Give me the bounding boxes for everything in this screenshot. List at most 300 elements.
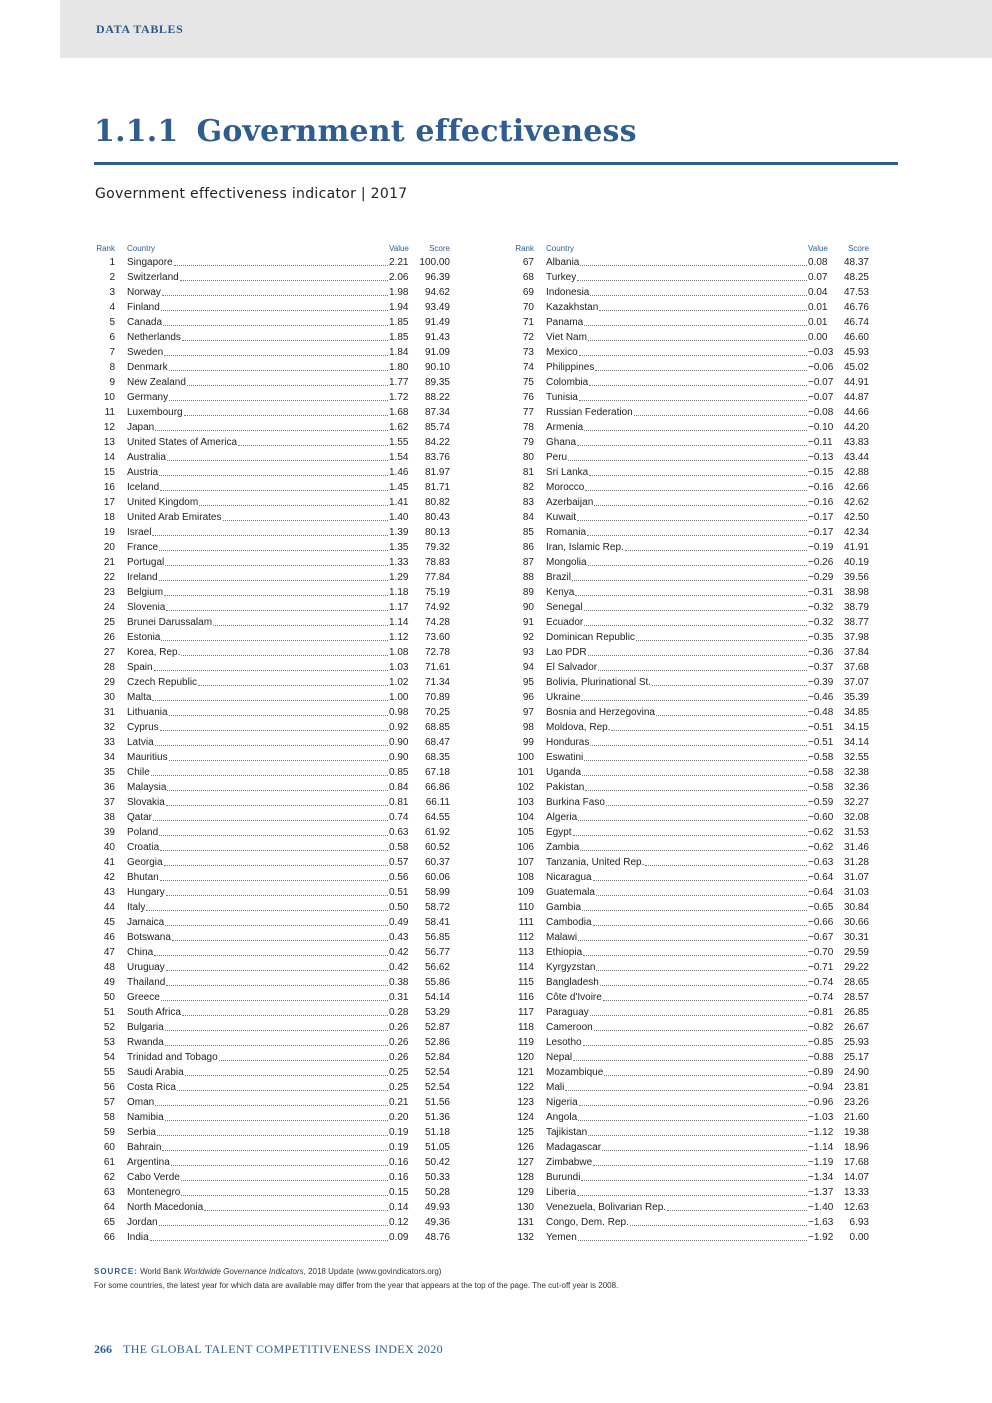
rank-cell: 104 [517,812,534,823]
table-row [513,1005,869,1020]
country-cell [127,405,389,420]
rank-cell: 52 [103,1022,115,1033]
rank-cell: 26 [103,632,115,643]
value-header: Value [808,244,828,253]
dot-leader [599,300,807,311]
country-name: Jordan [127,1217,158,1228]
dot-leader [198,675,388,686]
score-cell: 49.36 [424,1217,450,1228]
country-cell [127,390,389,405]
score-cell: 32.38 [843,767,869,778]
country-name: Ecuador [546,617,584,628]
country-cell [546,255,808,270]
table-row [513,1155,869,1170]
country-name: Netherlands [127,332,181,343]
dot-leader [154,945,388,956]
score-cell: 12.63 [843,1202,869,1213]
score-cell: 51.05 [424,1142,450,1153]
table-row [513,945,869,960]
table-row [513,840,869,855]
country-cell [127,315,389,330]
table-row [513,975,869,990]
value-cell: 0.56 [389,872,409,883]
value-cell: −0.51 [808,737,834,748]
score-cell: 43.83 [843,437,869,448]
value-cell: −0.63 [808,857,834,868]
score-cell: 29.59 [843,947,869,958]
country-name: Bulgaria [127,1022,164,1033]
dot-leader [565,1080,807,1091]
table-row [94,360,450,375]
country-name: Angola [546,1112,578,1123]
dot-leader [159,540,388,551]
rank-cell: 125 [517,1127,534,1138]
country-cell [546,465,808,480]
table-row [513,795,869,810]
score-cell: 34.14 [843,737,869,748]
table-row [513,960,869,975]
dot-leader [573,825,807,836]
rank-cell: 111 [518,917,534,928]
country-name: Cyprus [127,722,159,733]
country-cell [127,645,389,660]
dot-leader [598,660,807,671]
score-cell: 60.52 [424,842,450,853]
rank-cell: 46 [103,932,115,943]
table-row [513,390,869,405]
country-cell [546,405,808,420]
table-row [513,540,869,555]
table-row [513,735,869,750]
value-cell: −0.58 [808,767,834,778]
country-cell [127,1095,389,1110]
rank-cell: 82 [522,482,534,493]
dot-leader [166,885,388,896]
country-cell [127,690,389,705]
country-cell [546,660,808,675]
score-cell: 87.34 [424,407,450,418]
country-name: Lesotho [546,1037,582,1048]
score-cell: 68.47 [424,737,450,748]
rank-cell: 63 [103,1187,115,1198]
dot-leader [593,870,807,881]
score-cell: 71.61 [424,662,450,673]
country-name: Panama [546,317,584,328]
page-title [94,114,637,149]
rank-cell: 118 [518,1022,534,1033]
dot-leader [603,990,807,1001]
country-name: Montenegro [127,1187,181,1198]
country-name: Mongolia [546,557,587,568]
country-name: Lithuania [127,707,168,718]
score-cell: 37.84 [843,647,869,658]
value-cell: 0.92 [389,722,409,733]
table-row [513,345,869,360]
value-cell: 0.07 [808,272,828,283]
table-row [513,360,869,375]
value-cell: 0.57 [389,857,409,868]
table-row [513,600,869,615]
rank-cell: 64 [103,1202,115,1213]
rank-cell: 54 [103,1052,115,1063]
table-row [513,330,869,345]
dot-leader [577,510,807,521]
dot-leader [160,480,388,491]
rank-cell: 110 [518,902,534,913]
score-cell: 45.93 [843,347,869,358]
country-cell [546,810,808,825]
country-name: Germany [127,392,169,403]
score-cell: 26.85 [843,1007,869,1018]
score-cell: 67.18 [424,767,450,778]
table-row [94,885,450,900]
rank-cell: 72 [522,332,534,343]
score-cell: 71.34 [424,677,450,688]
dot-leader [181,1170,388,1181]
rank-cell: 109 [517,887,534,898]
rank-cell: 71 [522,317,534,328]
value-cell: 1.41 [389,497,409,508]
rank-cell: 16 [103,482,115,493]
score-cell: 17.68 [843,1157,869,1168]
dot-leader [578,1110,807,1121]
table-row [94,825,450,840]
country-cell [127,1065,389,1080]
value-cell: 0.16 [389,1157,409,1168]
source-text-before: World Bank [140,1267,184,1276]
table-row [513,1110,869,1125]
table-row [513,1140,869,1155]
table-row [94,765,450,780]
dot-leader [169,750,388,761]
country-name: Namibia [127,1112,164,1123]
value-cell: 0.58 [389,842,409,853]
table-row [513,1050,869,1065]
country-cell [546,840,808,855]
country-cell [127,360,389,375]
table-row [94,675,450,690]
country-cell [546,1215,808,1230]
country-cell [127,735,389,750]
dot-leader [579,1095,807,1106]
country-name: Australia [127,452,166,463]
score-cell: 58.41 [424,917,450,928]
rank-cell: 14 [103,452,115,463]
score-cell: 28.57 [843,992,869,1003]
country-name: Brunei Darussalam [127,617,213,628]
country-name: Czech Republic [127,677,198,688]
country-name: Paraguay [546,1007,589,1018]
value-cell: 0.14 [389,1202,409,1213]
country-name: Gambia [546,902,582,913]
dot-leader [167,780,388,791]
value-cell: −1.34 [808,1172,834,1183]
country-name: Brazil [546,572,572,583]
table-column-left [94,243,450,1245]
country-cell [546,1065,808,1080]
table-row [94,270,450,285]
country-name: Malawi [546,932,578,943]
country-cell [127,600,389,615]
country-name: Malta [127,692,152,703]
score-cell: 44.66 [843,407,869,418]
value-cell: 0.43 [389,932,409,943]
rank-cell: 67 [522,257,534,268]
score-cell: 93.49 [424,302,450,313]
value-cell: −0.58 [808,752,834,763]
country-name: Latvia [127,737,154,748]
dot-leader [154,660,388,671]
country-name: Colombia [546,377,589,388]
dot-leader [568,450,807,461]
dot-leader [159,825,388,836]
table-row [513,690,869,705]
value-cell: 1.98 [389,287,409,298]
country-name: Kuwait [546,512,577,523]
country-cell [546,825,808,840]
country-name: Costa Rica [127,1082,176,1093]
value-cell: 1.84 [389,347,409,358]
country-name: United Kingdom [127,497,199,508]
value-cell: −0.62 [808,842,834,853]
table-row [94,705,450,720]
country-cell [546,360,808,375]
country-cell [127,1170,389,1185]
rank-cell: 9 [109,377,115,388]
score-cell: 31.03 [843,887,869,898]
dot-leader [155,735,388,746]
country-cell [546,960,808,975]
rank-cell: 44 [103,902,115,913]
country-cell [546,720,808,735]
dot-leader [169,390,388,401]
country-cell [127,525,389,540]
value-cell: −0.06 [808,362,834,373]
score-cell: 52.86 [424,1037,450,1048]
score-cell: 21.60 [843,1112,869,1123]
value-cell: 1.00 [389,692,409,703]
score-cell: 52.87 [424,1022,450,1033]
table-row [513,555,869,570]
country-name: Saudi Arabia [127,1067,184,1078]
dot-leader [152,525,388,536]
table-row [94,915,450,930]
table-row [94,960,450,975]
table-row [513,1095,869,1110]
score-cell: 38.98 [843,587,869,598]
score-cell: 54.14 [424,992,450,1003]
country-cell [127,675,389,690]
score-cell: 49.93 [424,1202,450,1213]
country-name: Lao PDR [546,647,587,658]
country-name: Cabo Verde [127,1172,180,1183]
value-cell: 0.98 [389,707,409,718]
dot-leader [589,375,807,386]
table-column-right [513,243,869,1245]
dot-leader [652,675,807,686]
rank-cell: 42 [103,872,115,883]
rank-cell: 115 [518,977,534,988]
dot-leader [161,630,388,641]
score-cell: 51.36 [424,1112,450,1123]
country-cell [127,975,389,990]
table-row [513,480,869,495]
country-name: Austria [127,467,159,478]
country-name: Uruguay [127,962,165,973]
value-cell: 0.90 [389,752,409,763]
table-header [513,243,869,255]
value-cell: −0.13 [808,452,834,463]
country-name: Côte d'Ivoire [546,992,602,1003]
value-cell: −1.12 [808,1127,834,1138]
dot-leader [578,810,807,821]
country-name: Tunisia [546,392,578,403]
score-cell: 32.36 [843,782,869,793]
score-cell: 70.89 [424,692,450,703]
country-name: Oman [127,1097,155,1108]
value-cell: −0.66 [808,917,834,928]
score-cell: 70.25 [424,707,450,718]
rank-cell: 98 [522,722,534,733]
country-cell [127,345,389,360]
rank-cell: 29 [103,677,115,688]
score-cell: 90.10 [424,362,450,373]
dot-leader [578,1230,807,1241]
table-row [513,870,869,885]
dot-leader [588,645,807,656]
dot-leader [582,900,807,911]
value-cell: −0.64 [808,887,834,898]
rank-cell: 62 [103,1172,115,1183]
rank-cell: 75 [522,377,534,388]
dot-leader [577,270,807,281]
rank-cell: 48 [103,962,115,973]
table-row [513,825,869,840]
table-row [513,1065,869,1080]
rank-cell: 65 [103,1217,115,1228]
rank-cell: 33 [103,737,115,748]
country-cell [546,585,808,600]
value-cell: −1.37 [808,1187,834,1198]
value-cell: −0.51 [808,722,834,733]
country-cell [546,315,808,330]
value-cell: −0.36 [808,647,834,658]
value-cell: 0.12 [389,1217,409,1228]
rank-cell: 106 [517,842,534,853]
score-cell: 96.39 [424,272,450,283]
dot-leader [199,495,388,506]
dot-leader [577,1185,807,1196]
value-cell: 1.45 [389,482,409,493]
country-name: Estonia [127,632,161,643]
country-cell [127,1050,389,1065]
country-name: Pakistan [546,782,585,793]
country-name: Iceland [127,482,160,493]
table-row [513,1230,869,1245]
table-row [94,690,450,705]
dot-leader [590,1005,807,1016]
value-cell: −0.39 [808,677,834,688]
source-note [94,1265,618,1293]
rank-cell: 10 [103,392,115,403]
country-cell [546,1110,808,1125]
table-row [94,1050,450,1065]
score-cell: 37.07 [843,677,869,688]
dot-leader [585,480,807,491]
country-name: Qatar [127,812,153,823]
rank-cell: 60 [103,1142,115,1153]
country-name: India [127,1232,149,1243]
dot-leader [166,960,388,971]
score-cell: 42.62 [843,497,869,508]
score-cell: 41.91 [843,542,869,553]
score-cell: 6.93 [849,1217,869,1228]
rank-cell: 113 [518,947,534,958]
country-name: Trinidad and Tobago [127,1052,218,1063]
country-cell [546,345,808,360]
country-cell [546,690,808,705]
table-row [513,450,869,465]
table-row [94,975,450,990]
score-cell: 91.43 [424,332,450,343]
score-cell: 46.74 [843,317,869,328]
score-cell: 64.55 [424,812,450,823]
table-row [94,945,450,960]
rank-cell: 61 [103,1157,115,1168]
table-row [94,495,450,510]
table-row [513,315,869,330]
value-cell: 1.08 [389,647,409,658]
value-cell: 0.84 [389,782,409,793]
score-cell: 38.79 [843,602,869,613]
rank-cell: 96 [522,692,534,703]
value-cell: −0.35 [808,632,834,643]
dot-leader [182,330,388,341]
score-cell: 34.15 [843,722,869,733]
rank-cell: 86 [522,542,534,553]
country-cell [127,300,389,315]
country-name: Kenya [546,587,575,598]
country-cell [546,330,808,345]
country-cell [546,480,808,495]
table-row [94,300,450,315]
table-row [94,450,450,465]
dot-leader [181,1185,388,1196]
table-row [513,1215,869,1230]
rank-cell: 78 [522,422,534,433]
table-row [94,1110,450,1125]
country-cell [127,1035,389,1050]
value-cell: −0.71 [808,962,834,973]
score-cell: 23.26 [843,1097,869,1108]
dot-leader [583,1035,807,1046]
value-cell: −0.32 [808,602,834,613]
value-cell: −0.37 [808,662,834,673]
country-name: South Africa [127,1007,181,1018]
score-cell: 26.67 [843,1022,869,1033]
country-name: Bangladesh [546,977,599,988]
value-cell: 1.85 [389,332,409,343]
country-cell [127,1125,389,1140]
score-cell: 34.85 [843,707,869,718]
value-cell: 0.16 [389,1172,409,1183]
dot-leader [223,510,389,521]
table-row [513,405,869,420]
value-cell: −0.88 [808,1052,834,1063]
rank-cell: 28 [103,662,115,673]
score-cell: 61.92 [424,827,450,838]
country-name: Canada [127,317,163,328]
